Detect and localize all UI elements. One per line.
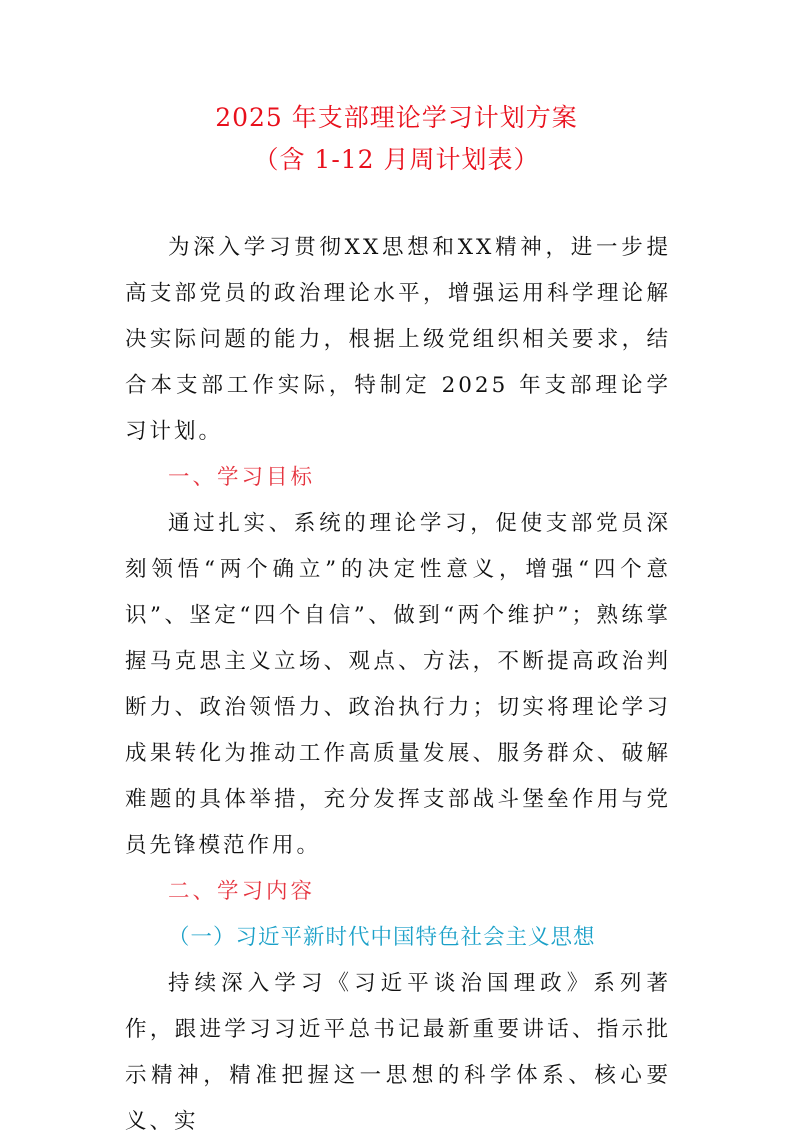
intro-paragraph: 为深入学习贯彻XX思想和XX精神，进一步提高支部党员的政治理论水平，增强运用科学理论解决实际问题的能力，根据上级党组织相关要求，结合本支部工作实际，特制定 2025 年支部理论学习计划。 [125, 235, 671, 444]
document-body [125, 225, 671, 1145]
content-paragraph: 持续深入学习《习近平谈治国理政》系列著作，跟进学习习近平总书记最新重要讲话、指示批示精神，精准把握这一思想的科学体系、核心要义、实 [125, 971, 671, 1134]
section-heading-content: 二、学习内容 [168, 879, 316, 904]
document-title: 2025 年支部理论学习计划方案 [215, 103, 578, 132]
section-heading-goals: 一、学习目标 [168, 465, 316, 490]
subsection-heading-thought: （一）习近平新时代中国特色社会主义思想 [168, 925, 596, 950]
document-subtitle: （含 1-12 月周计划表） [253, 145, 540, 174]
goals-paragraph: 通过扎实、系统的理论学习，促使支部党员深刻领悟“两个确立”的决定性意义，增强“四个意识”、坚定“四个自信”、做到“两个维护”；熟练掌握马克思主义立场、观点、方法，不断提高政治判断力、政治领悟力、政治执行力；切实将理论学习成果转化为推动工作高质量发展、服务群众、破解难题的具体举措，充分发挥支部战斗堡垒作用与党员先锋模范作用。 [125, 511, 671, 858]
